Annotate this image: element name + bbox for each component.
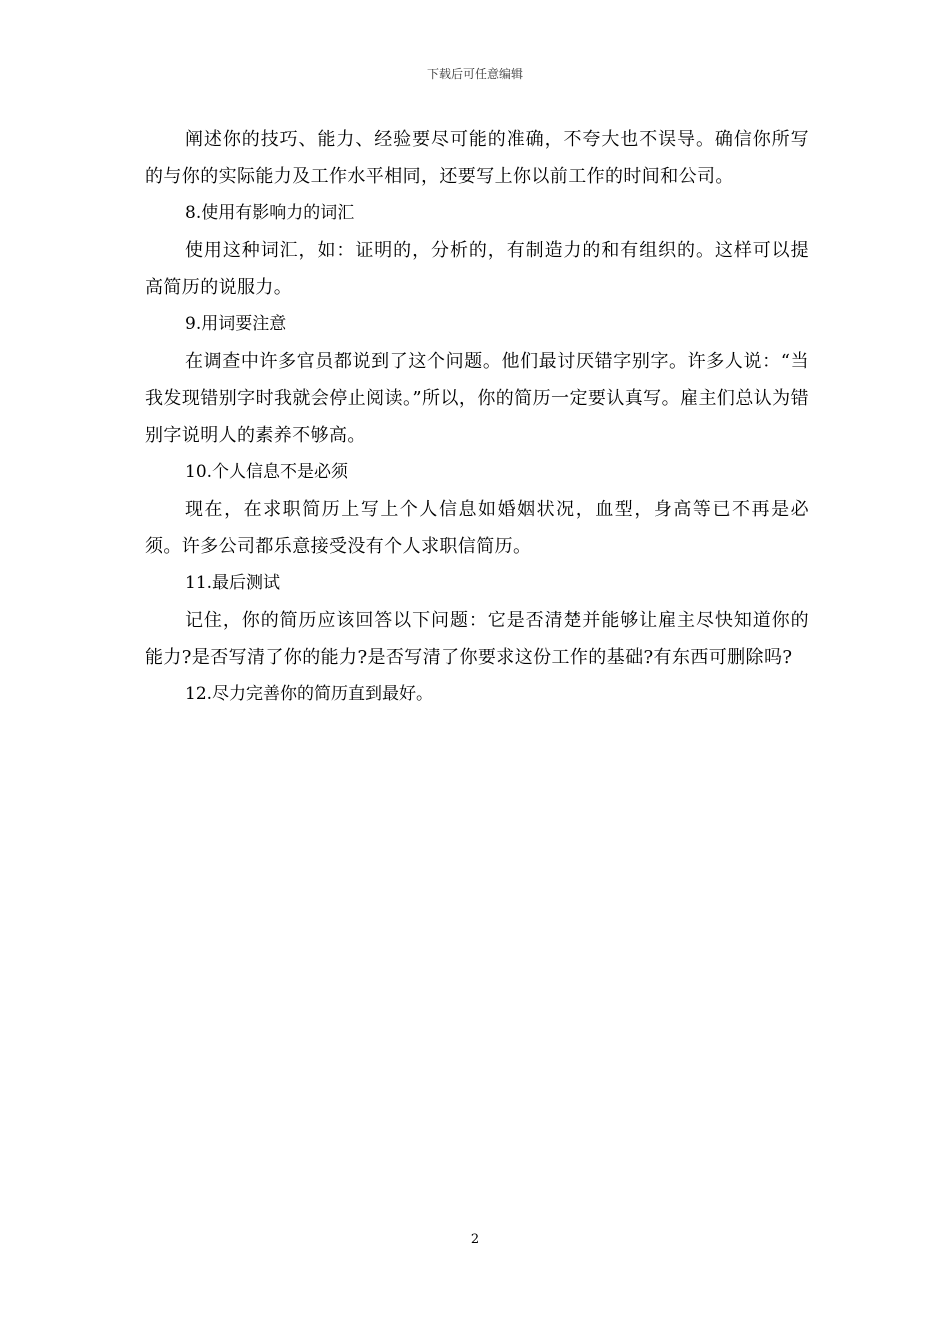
section-heading-9: 9.用词要注意 <box>185 314 287 334</box>
paragraph-accuracy: 阐述你的技巧、能力、经验要尽可能的准确，不夸大也不误导。确信你所写的与你的实际能力及工作水平相同，还要写上你以前工作的时间和公司。 <box>145 129 809 187</box>
paragraph-8: 使用这种词汇，如：证明的，分析的，有制造力的和有组织的。这样可以提高简历的说服力。 <box>145 240 809 298</box>
section-heading-11: 11.最后测试 <box>185 573 281 593</box>
paragraph-10: 现在，在求职简历上写上个人信息如婚姻状况，血型，身高等已不再是必须。许多公司都乐意接受没有个人求职信简历。 <box>145 499 809 557</box>
section-heading-10: 10.个人信息不是必须 <box>185 462 349 482</box>
paragraph-11: 记住，你的简历应该回答以下问题：它是否清楚并能够让雇主尽快知道你的能力?是否写清了你的能力?是否写清了你要求这份工作的基础?有东西可删除吗? <box>145 610 809 668</box>
section-heading-8: 8.使用有影响力的词汇 <box>185 203 355 223</box>
paragraph-9: 在调查中许多官员都说到了这个问题。他们最讨厌错字别字。许多人说：“当我发现错别字时我就会停止阅读。”所以，你的简历一定要认真写。雇主们总认为错别字说明人的素养不够高。 <box>145 351 809 446</box>
page-number: 2 <box>470 1232 480 1247</box>
document-body <box>145 121 809 713</box>
section-heading-12: 12.尽力完善你的简历直到最好。 <box>185 684 434 704</box>
page-header: 下载后可任意编辑 <box>426 67 523 81</box>
